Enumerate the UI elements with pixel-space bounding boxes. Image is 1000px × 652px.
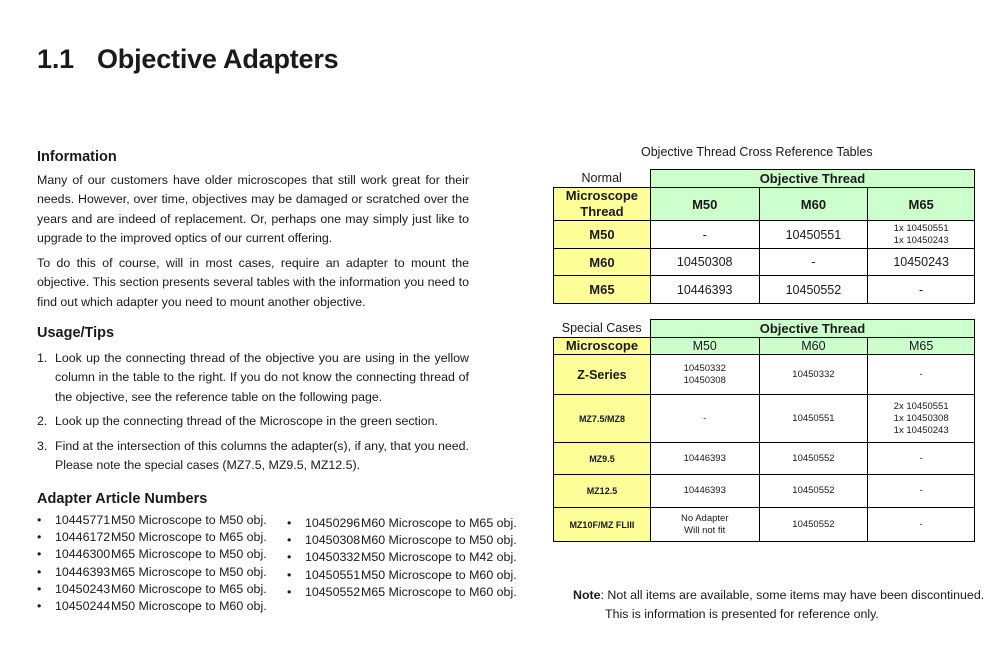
normal-table-body bbox=[554, 221, 975, 304]
step-text: Find at the intersection of this columns the adapter(s), if any, that you need. Please note the special cases (MZ7.5, MZ9.5, MZ12.5). bbox=[55, 438, 469, 472]
note-label: Note bbox=[573, 588, 601, 602]
cell-line: 2x 10450551 bbox=[893, 400, 949, 412]
article-list-column-2 bbox=[287, 515, 517, 601]
special-table-row bbox=[554, 395, 975, 443]
cell-line: 1x 10450308 bbox=[893, 412, 949, 424]
article-item bbox=[37, 546, 267, 563]
article-description: M60 Microscope to M50 obj. bbox=[361, 533, 517, 548]
usage-step bbox=[37, 412, 469, 432]
normal-col-header-m65: M65 bbox=[868, 188, 975, 221]
normal-table-row bbox=[554, 221, 975, 249]
note-line-1 bbox=[573, 586, 984, 605]
information-heading: Information bbox=[37, 149, 117, 165]
article-code: 10446300 bbox=[55, 547, 111, 562]
special-table-label: Special Cases bbox=[561, 321, 642, 336]
step-number: 1. bbox=[37, 350, 48, 365]
article-description: M50 Microscope to M60 obj. bbox=[361, 567, 517, 582]
normal-table-cell: 10450552 bbox=[759, 276, 868, 304]
normal-table-cell: 10446393 bbox=[650, 276, 759, 304]
normal-table-cell: - bbox=[759, 249, 868, 276]
normal-table-cell: 10450308 bbox=[650, 249, 759, 276]
special-row-label: MZ10F/MZ FLIII bbox=[554, 508, 651, 542]
article-lists bbox=[37, 512, 517, 612]
article-item bbox=[287, 549, 517, 566]
usage-step bbox=[37, 437, 469, 476]
article-list-column-1 bbox=[37, 512, 267, 615]
row-header-line-2: Thread bbox=[580, 204, 624, 219]
normal-row-label: M60 bbox=[554, 249, 651, 276]
special-row-label: MZ9.5 bbox=[554, 443, 651, 475]
article-code: 10450551 bbox=[305, 567, 361, 582]
article-code: 10445771 bbox=[55, 513, 111, 527]
section-title bbox=[37, 44, 338, 75]
article-description: M65 Microscope to M50 obj. bbox=[111, 547, 267, 562]
article-code: 10450308 bbox=[305, 533, 361, 548]
special-objective-thread-header: Objective Thread bbox=[650, 320, 974, 338]
special-table-cell: - bbox=[868, 355, 975, 395]
special-table-row bbox=[554, 355, 975, 395]
information-paragraph-1: Many of our customers have older microscopes that still work great for their needs. However, over time, objectives may be damaged or scratched over the years and are indeed of replacement. Or, perhaps one may simply just like to upgrade to the improved optics of our current offering. bbox=[37, 172, 469, 245]
left-column bbox=[37, 148, 517, 614]
article-code: 10450244 bbox=[55, 599, 111, 614]
special-table-cell: 10446393 bbox=[650, 443, 759, 475]
article-code: 10446393 bbox=[55, 564, 111, 579]
section-heading: Objective Adapters bbox=[97, 44, 339, 74]
article-item bbox=[37, 564, 267, 581]
usage-heading: Usage/Tips bbox=[37, 325, 115, 341]
article-item bbox=[37, 512, 267, 529]
article-code: 10450243 bbox=[55, 581, 111, 596]
special-row-label: Z-Series bbox=[554, 355, 651, 395]
special-table-cell bbox=[650, 508, 759, 542]
articles-heading: Adapter Article Numbers bbox=[37, 490, 208, 507]
cell-line: No Adapter bbox=[680, 512, 729, 524]
article-item bbox=[287, 532, 517, 549]
normal-row-label: M65 bbox=[554, 276, 651, 304]
special-table-cell: - bbox=[650, 395, 759, 443]
article-description: M50 Microscope to M50 obj. bbox=[111, 513, 267, 527]
note bbox=[573, 586, 984, 624]
cell-line: 1x 10450243 bbox=[893, 424, 949, 436]
section-number: 1.1 bbox=[37, 44, 74, 74]
special-table-row bbox=[554, 475, 975, 508]
cell-line: Will not fit bbox=[684, 524, 726, 536]
article-code: 10450552 bbox=[305, 584, 361, 599]
special-table-cell: - bbox=[868, 475, 975, 508]
step-text: Look up the connecting thread of the Microscope in the green section. bbox=[55, 414, 438, 428]
article-code: 10450332 bbox=[305, 550, 361, 565]
article-item bbox=[37, 529, 267, 546]
article-code: 10450296 bbox=[305, 516, 361, 530]
article-item bbox=[37, 598, 267, 615]
normal-table-cell: - bbox=[868, 276, 975, 304]
normal-table-cell: 10450551 bbox=[759, 221, 868, 249]
usage-step bbox=[37, 349, 469, 408]
article-description: M65 Microscope to M60 obj. bbox=[361, 584, 517, 599]
normal-col-header-m50: M50 bbox=[650, 188, 759, 221]
cell-line: 1x 10450551 bbox=[893, 222, 949, 234]
special-table-cell: 10446393 bbox=[650, 475, 759, 508]
article-item bbox=[287, 584, 517, 601]
normal-microscope-thread-header bbox=[554, 188, 651, 221]
note-text-1: : Not all items are available, some items may have been discontinued. bbox=[600, 588, 985, 602]
normal-table-row bbox=[554, 276, 975, 304]
article-item bbox=[37, 581, 267, 598]
special-table-cell: 10450332 bbox=[759, 355, 868, 395]
step-number: 2. bbox=[37, 414, 48, 428]
note-line-2: This is information is presented for reference only. bbox=[605, 607, 879, 621]
special-col-header-m50: M50 bbox=[650, 338, 759, 355]
cell-line: 1x 10450243 bbox=[893, 234, 949, 246]
special-col-header-m60: M60 bbox=[759, 338, 868, 355]
normal-table-cell bbox=[868, 221, 975, 249]
normal-table-row bbox=[554, 249, 975, 276]
article-item bbox=[287, 567, 517, 584]
usage-steps bbox=[37, 349, 469, 476]
article-item bbox=[287, 515, 517, 532]
article-description: M60 Microscope to M65 obj. bbox=[111, 581, 267, 596]
special-row-label: MZ7.5/MZ8 bbox=[554, 395, 651, 443]
normal-table-cell: - bbox=[650, 221, 759, 249]
special-table-cell: 10450552 bbox=[759, 508, 868, 542]
special-table-cell: 10450552 bbox=[759, 475, 868, 508]
special-table-cell: - bbox=[868, 443, 975, 475]
step-number: 3. bbox=[37, 438, 48, 453]
article-description: M50 Microscope to M42 obj. bbox=[361, 550, 517, 565]
article-description: M60 Microscope to M65 obj. bbox=[361, 516, 517, 530]
normal-objective-thread-header: Objective Thread bbox=[650, 170, 974, 188]
special-table-cell: - bbox=[868, 508, 975, 542]
special-table-cell: 10450552 bbox=[759, 443, 868, 475]
special-table-row bbox=[554, 508, 975, 542]
normal-table-label: Normal bbox=[581, 171, 622, 186]
special-col-header-m65: M65 bbox=[868, 338, 975, 355]
article-description: M65 Microscope to M50 obj. bbox=[111, 564, 267, 579]
special-cases-table bbox=[553, 319, 975, 542]
special-table-cell: 10450551 bbox=[759, 395, 868, 443]
tables-title: Objective Thread Cross Reference Tables bbox=[641, 145, 873, 159]
row-header-line-1: Microscope bbox=[565, 188, 639, 203]
cell-line: 10450308 bbox=[683, 374, 726, 386]
special-table-row bbox=[554, 443, 975, 475]
normal-table-cell: 10450243 bbox=[868, 249, 975, 276]
normal-row-label: M50 bbox=[554, 221, 651, 249]
special-table-cell bbox=[650, 355, 759, 395]
normal-thread-table bbox=[553, 169, 975, 304]
article-code: 10446172 bbox=[55, 530, 111, 545]
article-description: M50 Microscope to M65 obj. bbox=[111, 530, 267, 545]
special-microscope-header: Microscope bbox=[554, 338, 651, 355]
step-text: Look up the connecting thread of the objective you are using in the yellow column in the table to the right. If you do not know the connecting thread of the objective, see the reference table on the following page. bbox=[55, 350, 469, 404]
normal-col-header-m60: M60 bbox=[759, 188, 868, 221]
information-paragraph-2: To do this of course, will in most cases, require an adapter to mount the objective. This section presents several tables with the information you need to find out which adapter you need to mount another objective. bbox=[37, 255, 469, 309]
special-row-label: MZ12.5 bbox=[554, 475, 651, 508]
cell-line: 10450332 bbox=[683, 362, 726, 374]
special-table-body bbox=[554, 355, 975, 542]
article-description: M50 Microscope to M60 obj. bbox=[111, 599, 267, 614]
special-table-cell bbox=[868, 395, 975, 443]
